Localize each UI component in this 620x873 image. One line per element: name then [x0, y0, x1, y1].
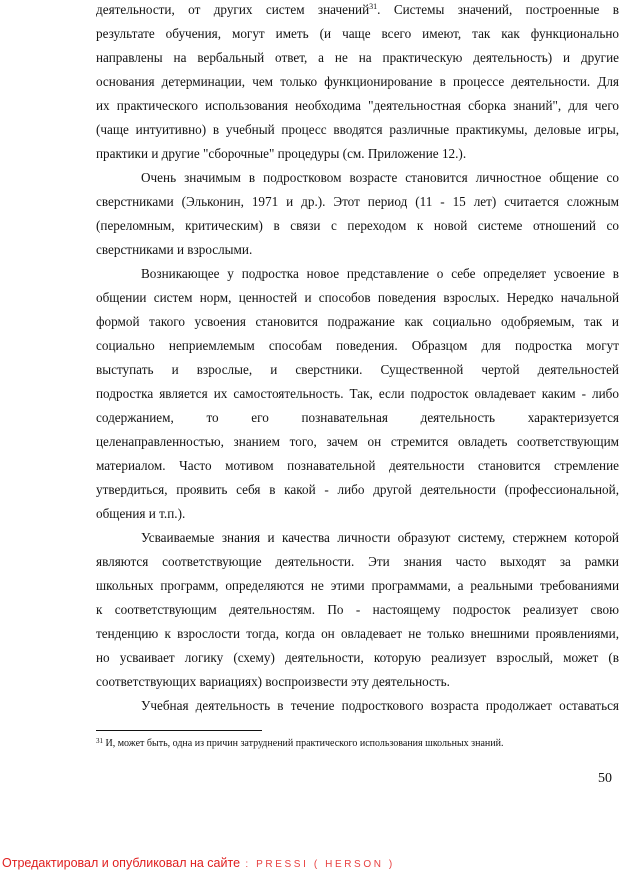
text-line: материалом. Часто мотивом познавательной деятельности становится стремление: [96, 458, 619, 473]
publisher-prefix: Отредактировал и опубликовал на сайте: [2, 856, 241, 870]
text-line: к соответствующим деятельностям. По - настоящему подросток реализует свою: [96, 602, 619, 617]
text-line: социально неприемлемым способам поведения. Образцом для подростка могут: [96, 338, 619, 353]
text-line: утвердиться, проявить себя в какой - либо другой деятельности (профессиональной,: [96, 482, 619, 497]
paragraph-start: Учебная деятельность в течение подросткового возраста продолжает оставаться: [141, 698, 619, 713]
text-line: сверстниками (Эльконин, 1971 и др.). Этот период (11 - 15 лет) считается сложным: [96, 194, 619, 209]
paragraph-start: Очень значимым в подростковом возрасте становится личностное общение со: [141, 170, 619, 185]
text-line: деятельности, от других систем значений$^{31}$. Системы значений, построенные в: [96, 2, 619, 17]
text-line: целенаправленностью, знанием того, зачем он стремится овладеть соответствующим: [96, 434, 619, 449]
footnote-text: И, может быть, одна из причин затруднений практического использования школьных знаний.: [103, 738, 504, 749]
publisher-credit: [2, 856, 395, 870]
text-line: общении систем норм, ценностей и способов поведения взрослых. Нередко начальной: [96, 290, 619, 305]
text-line: формой такого усвоения становится подражание как социально одобряемым, так и: [96, 314, 619, 329]
text-line: содержанием, то его познавательная деятельность характеризуется: [96, 410, 619, 425]
text-line: но усваивает логику (схему) деятельности, которую реализует взрослый, может (в: [96, 650, 619, 665]
text-line: результате обучения, могут иметь (и чаще всего имеют, так как функционально: [96, 26, 619, 41]
text-line: соответствующих вариациях) воспроизвести эту деятельность.: [96, 674, 450, 689]
text-line: основания детерминации, чем только функционирование в процессе деятельности. Для: [96, 74, 619, 89]
paragraph-start: Возникающее у подростка новое представление о себе определяет усвоение в: [141, 266, 619, 281]
text-line: являются соответствующие деятельности. Эти знания часто выходят за рамки: [96, 554, 619, 569]
paragraph-start: Усваиваемые знания и качества личности образуют систему, стержнем которой: [141, 530, 619, 545]
footnote: [96, 738, 503, 750]
page-number: 50: [598, 771, 612, 786]
text-line: направлены на вербальный ответ, а не на практическую деятельность) и другие: [96, 50, 619, 65]
text-line: тенденцию к взрослости тогда, когда он овладевает не только внешними проявлениями,: [96, 626, 619, 641]
text-line: сверстниками и взрослыми.: [96, 242, 253, 257]
text-line: выступать и взрослые, и сверстники. Существенной чертой деятельностей: [96, 362, 619, 377]
footnote-divider: [96, 730, 262, 731]
text-line: школьных программ, определяются не этими программами, а реальными требованиями: [96, 578, 619, 593]
footnote-number: 31: [96, 737, 103, 745]
text-line: практики и другие "сборочные" процедуры (см. Приложение 12.).: [96, 146, 467, 161]
footnote-ref: 31: [369, 2, 378, 11]
text-line: (чаще интуитивно) в учебный процесс вводятся различные практикумы, деловые игры,: [96, 122, 619, 137]
text-line: (переломным, критическим) в связи с переходом к новой системе отношений со: [96, 218, 619, 233]
text-line: их практического использования необходима "деятельностная сборка знаний", для чего: [96, 98, 619, 113]
text-line: общения и т.п.).: [96, 506, 186, 521]
publisher-site-link[interactable]: : PRESSI ( HERSON ): [240, 859, 395, 870]
text-line: подростка является их самостоятельность. Так, если подросток овладевает каким - либо: [96, 386, 619, 401]
